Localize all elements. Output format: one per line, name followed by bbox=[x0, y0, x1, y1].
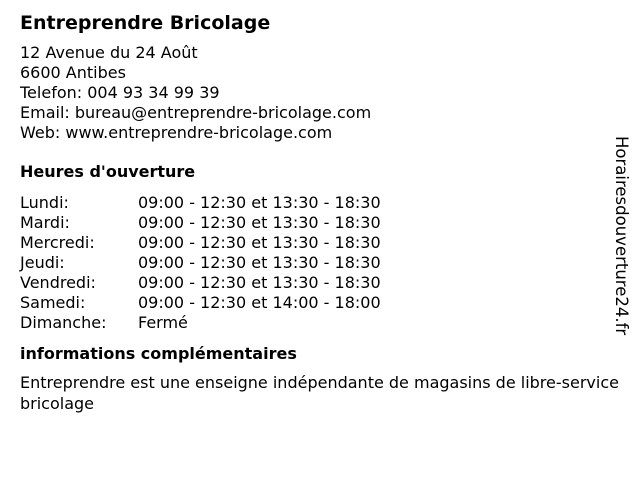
hours-row-jeudi bbox=[20, 253, 620, 273]
hours-time: Fermé bbox=[138, 313, 188, 332]
hours-heading: Heures d'ouverture bbox=[20, 162, 196, 181]
info-text: Entreprendre est une enseigne indépendante de magasins de libre-service bricolage bbox=[20, 373, 619, 413]
hours-time: 09:00 - 12:30 et 13:30 - 18:30 bbox=[138, 253, 381, 272]
hours-time: 09:00 - 12:30 et 13:30 - 18:30 bbox=[138, 273, 381, 292]
hours-row-mercredi bbox=[20, 233, 620, 253]
hours-day: Jeudi: bbox=[20, 253, 65, 272]
site-watermark: Horairesdouverture24.fr bbox=[612, 136, 631, 336]
hours-time: 09:00 - 12:30 et 14:00 - 18:00 bbox=[138, 293, 381, 312]
hours-day: Lundi: bbox=[20, 193, 69, 212]
hours-row-mardi bbox=[20, 213, 620, 233]
email-line: Email: bureau@entreprendre-bricolage.com bbox=[20, 103, 372, 122]
hours-row-dimanche bbox=[20, 313, 620, 333]
hours-time: 09:00 - 12:30 et 13:30 - 18:30 bbox=[138, 233, 381, 252]
hours-day: Mercredi: bbox=[20, 233, 95, 252]
hours-day: Dimanche: bbox=[20, 313, 107, 332]
phone-line: Telefon: 004 93 34 99 39 bbox=[20, 83, 220, 102]
hours-day: Mardi: bbox=[20, 213, 70, 232]
business-name: Entreprendre Bricolage bbox=[20, 12, 271, 34]
hours-day: Vendredi: bbox=[20, 273, 96, 292]
hours-row-samedi bbox=[20, 293, 620, 313]
business-card bbox=[20, 11, 620, 414]
hours-table bbox=[20, 193, 620, 333]
hours-time: 09:00 - 12:30 et 13:30 - 18:30 bbox=[138, 193, 381, 212]
city-address: 6600 Antibes bbox=[20, 63, 126, 82]
hours-row-vendredi bbox=[20, 273, 620, 293]
info-heading: informations complémentaires bbox=[20, 344, 297, 363]
hours-row-lundi bbox=[20, 193, 620, 213]
web-line: Web: www.entreprendre-bricolage.com bbox=[20, 123, 333, 142]
hours-day: Samedi: bbox=[20, 293, 86, 312]
street-address: 12 Avenue du 24 Août bbox=[20, 43, 198, 62]
hours-time: 09:00 - 12:30 et 13:30 - 18:30 bbox=[138, 213, 381, 232]
